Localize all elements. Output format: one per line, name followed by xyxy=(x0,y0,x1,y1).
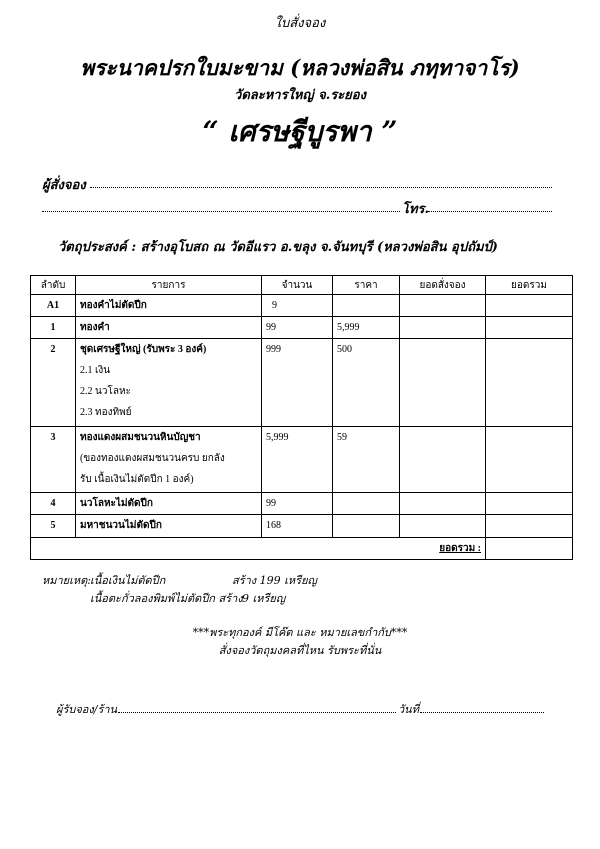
orderer-field[interactable] xyxy=(90,187,552,188)
col-header-no: ลำดับ xyxy=(31,276,76,295)
note-line4: สั่งจองวัตถุมงคลที่ไหน รับพระที่นั่น xyxy=(218,644,382,657)
edition-name: “ เศรษฐีบูรพา ” xyxy=(202,115,398,148)
row-item: ทองคำ xyxy=(76,317,262,339)
col-header-item: รายการ xyxy=(76,276,262,295)
col-header-price: ราคา xyxy=(333,276,400,295)
receiver-field[interactable] xyxy=(118,712,396,713)
date-field[interactable] xyxy=(420,712,544,713)
table-row xyxy=(31,515,573,538)
row-price xyxy=(333,493,400,515)
phone-label: โทร. xyxy=(402,202,430,217)
row-no: 3 xyxy=(31,427,76,493)
orderer-label: ผู้สั่งจอง xyxy=(42,178,86,193)
col-header-qty: จำนวน xyxy=(262,276,333,295)
table-row xyxy=(31,493,573,515)
row-item: มหาชนวนไม่ตัดปีก xyxy=(76,515,262,538)
row-price: 59 xyxy=(333,427,400,493)
row-price xyxy=(333,515,400,538)
row-item-line: 2.1 เงิน xyxy=(80,365,111,376)
note-line2-item: เนื้อตะกั่วลองพิมพ์ไม่ตัดปีก สร้าง xyxy=(90,592,243,605)
row-ordered-input[interactable] xyxy=(400,317,486,339)
table-header-row xyxy=(31,276,573,295)
amulet-name: พระนาคปรกใบมะขาม (หลวงพ่อสิน ภทฺทาจาโร) xyxy=(80,55,520,80)
row-price xyxy=(333,295,400,317)
note-line3: ***พระทุกองค์ มีโค๊ต และ หมายเลขกำกับ*** xyxy=(192,626,408,639)
row-total-input[interactable] xyxy=(486,515,573,538)
note-line1-qty: สร้าง 199 เหรียญ xyxy=(232,574,317,587)
row-item xyxy=(76,339,262,427)
col-header-ordered: ยอดสั่งจอง xyxy=(400,276,486,295)
row-total-input[interactable] xyxy=(486,339,573,427)
row-item: นวโลหะไม่ตัดปีก xyxy=(76,493,262,515)
notes-label: หมายเหตุ: xyxy=(42,574,91,587)
row-qty: 9 xyxy=(262,295,333,317)
row-qty: 99 xyxy=(262,317,333,339)
table-row xyxy=(31,295,573,317)
row-ordered-input[interactable] xyxy=(400,515,486,538)
phone-field[interactable] xyxy=(428,211,552,212)
row-qty: 99 xyxy=(262,493,333,515)
row-no: 2 xyxy=(31,339,76,427)
row-item xyxy=(76,427,262,493)
date-label: วันที่ xyxy=(398,703,419,716)
row-price: 5,999 xyxy=(333,317,400,339)
row-ordered-input[interactable] xyxy=(400,493,486,515)
row-ordered-input[interactable] xyxy=(400,339,486,427)
row-item-line: 2.2 นวโลหะ xyxy=(80,386,131,397)
receiver-label: ผู้รับจอง/ร้าน xyxy=(56,703,118,716)
grand-total-label: ยอดรวม : xyxy=(31,538,486,560)
row-ordered-input[interactable] xyxy=(400,295,486,317)
row-qty: 5,999 xyxy=(262,427,333,493)
row-total-input[interactable] xyxy=(486,493,573,515)
temple-name: วัดละหารใหญ่ จ.ระยอง xyxy=(234,88,366,103)
row-total-input[interactable] xyxy=(486,317,573,339)
note-line2-qty: 9 เหรียญ xyxy=(242,592,286,605)
table-row xyxy=(31,339,573,427)
row-item: ทองคำไม่ตัดปีก xyxy=(76,295,262,317)
row-price: 500 xyxy=(333,339,400,427)
col-header-total: ยอดรวม xyxy=(486,276,573,295)
grand-total-input[interactable] xyxy=(486,538,573,560)
row-item-line: (ของทองแดงผสมชนวนครบ ยกลัง xyxy=(80,453,225,464)
orderer-field-line2[interactable] xyxy=(42,211,400,212)
row-qty: 999 xyxy=(262,339,333,427)
row-no: 4 xyxy=(31,493,76,515)
row-no: A1 xyxy=(31,295,76,317)
row-item-line: รับ เนื้อเงินไม่ตัดปีก 1 องค์) xyxy=(80,474,194,485)
row-item-line: ทองแดงผสมชนวนหินบัญชา xyxy=(80,432,201,443)
row-item-line: 2.3 ทองทิพย์ xyxy=(80,407,132,418)
form-title: ใบสั่งจอง xyxy=(274,16,326,31)
purpose-text: วัตถุประสงค์ : สร้างอุโบสถ ณ วัดอีแรว อ.ขลุง จ.จันทบุรี (หลวงพ่อสิน อุปถัมป์) xyxy=(58,240,498,255)
row-no: 1 xyxy=(31,317,76,339)
row-total-input[interactable] xyxy=(486,295,573,317)
row-total-input[interactable] xyxy=(486,427,573,493)
row-ordered-input[interactable] xyxy=(400,427,486,493)
row-no: 5 xyxy=(31,515,76,538)
table-row xyxy=(31,427,573,493)
row-qty: 168 xyxy=(262,515,333,538)
total-row xyxy=(31,538,573,560)
table-row xyxy=(31,317,573,339)
note-line1-item: เนื้อเงินไม่ตัดปีก xyxy=(90,574,166,587)
order-table xyxy=(30,275,573,560)
row-item-line: ชุดเศรษฐีใหญ่ (รับพระ 3 องค์) xyxy=(80,344,207,355)
